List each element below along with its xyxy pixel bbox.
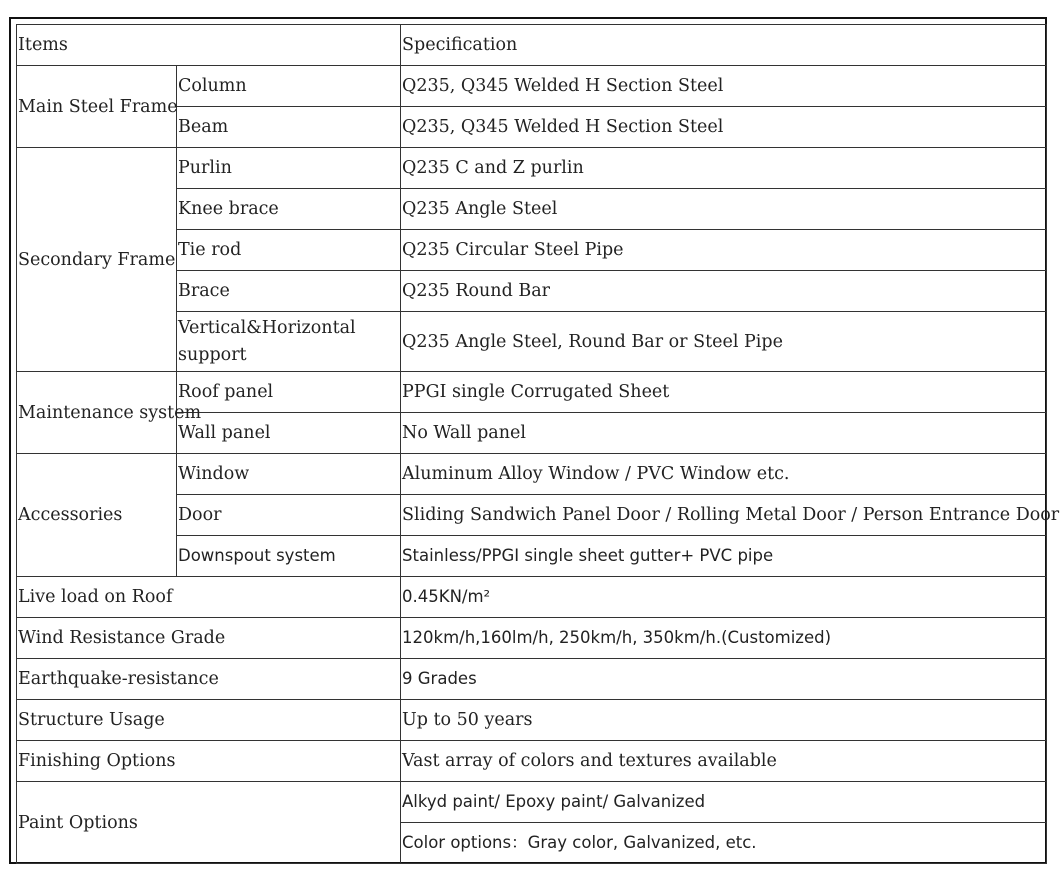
table-row — [17, 782, 1047, 823]
item-cell: Wind Resistance Grade — [17, 618, 401, 659]
spec-cell: Q235 Angle Steel — [401, 189, 1047, 230]
item-cell: Finishing Options — [17, 741, 401, 782]
spec-cell: 0.45KN/m² — [401, 577, 1047, 618]
spec-cell: Q235, Q345 Welded H Section Steel — [401, 107, 1047, 148]
group-accessories: Accessories — [17, 454, 177, 577]
spec-cell: Stainless/PPGI single sheet gutter+ PVC pipe — [401, 536, 1047, 577]
spec-cell: 9 Grades — [401, 659, 1047, 700]
group-maintenance-system: Maintenance system — [17, 372, 177, 454]
item-cell: Vertical&Horizontal support — [177, 312, 401, 372]
spec-cell: Alkyd paint/ Epoxy paint/ Galvanized — [401, 782, 1047, 823]
spec-cell: Q235 Angle Steel, Round Bar or Steel Pipe — [401, 312, 1047, 372]
group-paint-options: Paint Options — [17, 782, 401, 864]
header-items: Items — [17, 25, 401, 66]
table-row — [17, 372, 1047, 413]
spec-cell: Q235 C and Z purlin — [401, 148, 1047, 189]
item-cell: Roof panel — [177, 372, 401, 413]
spec-cell: Q235 Circular Steel Pipe — [401, 230, 1047, 271]
group-secondary-frame: Secondary Frame — [17, 148, 177, 372]
item-cell: Door — [177, 495, 401, 536]
item-cell: Downspout system — [177, 536, 401, 577]
spec-cell: Color options：Gray color, Galvanized, etc. — [401, 823, 1047, 864]
table-row — [17, 148, 1047, 189]
table-row — [17, 659, 1047, 700]
spec-cell: PPGI single Corrugated Sheet — [401, 372, 1047, 413]
table-row — [17, 618, 1047, 659]
spec-cell: Q235, Q345 Welded H Section Steel — [401, 66, 1047, 107]
table-header-row — [17, 25, 1047, 66]
item-cell: Live load on Roof — [17, 577, 401, 618]
item-cell: Tie rod — [177, 230, 401, 271]
spec-cell: Aluminum Alloy Window / PVC Window etc. — [401, 454, 1047, 495]
group-main-steel-frame: Main Steel Frame — [17, 66, 177, 148]
table-row — [17, 66, 1047, 107]
specification-table — [16, 24, 1060, 864]
item-cell: Brace — [177, 271, 401, 312]
item-cell: Earthquake-resistance — [17, 659, 401, 700]
table-row — [17, 700, 1047, 741]
item-cell: Structure Usage — [17, 700, 401, 741]
table-row — [17, 454, 1047, 495]
spec-cell: Up to 50 years — [401, 700, 1047, 741]
spec-cell: 120km/h,160lm/h, 250km/h, 350km/h.(Customized) — [401, 618, 1047, 659]
item-cell: Knee brace — [177, 189, 401, 230]
item-cell: Column — [177, 66, 401, 107]
item-cell: Window — [177, 454, 401, 495]
table-row — [17, 741, 1047, 782]
spec-cell: Q235 Round Bar — [401, 271, 1047, 312]
header-specification: Specification — [401, 25, 1047, 66]
item-cell: Purlin — [177, 148, 401, 189]
spec-cell: Sliding Sandwich Panel Door / Rolling Metal Door / Person Entrance Door — [401, 495, 1047, 536]
item-cell: Wall panel — [177, 413, 401, 454]
table-row — [17, 577, 1047, 618]
item-cell: Beam — [177, 107, 401, 148]
spec-cell: No Wall panel — [401, 413, 1047, 454]
spec-cell: Vast array of colors and textures available — [401, 741, 1047, 782]
